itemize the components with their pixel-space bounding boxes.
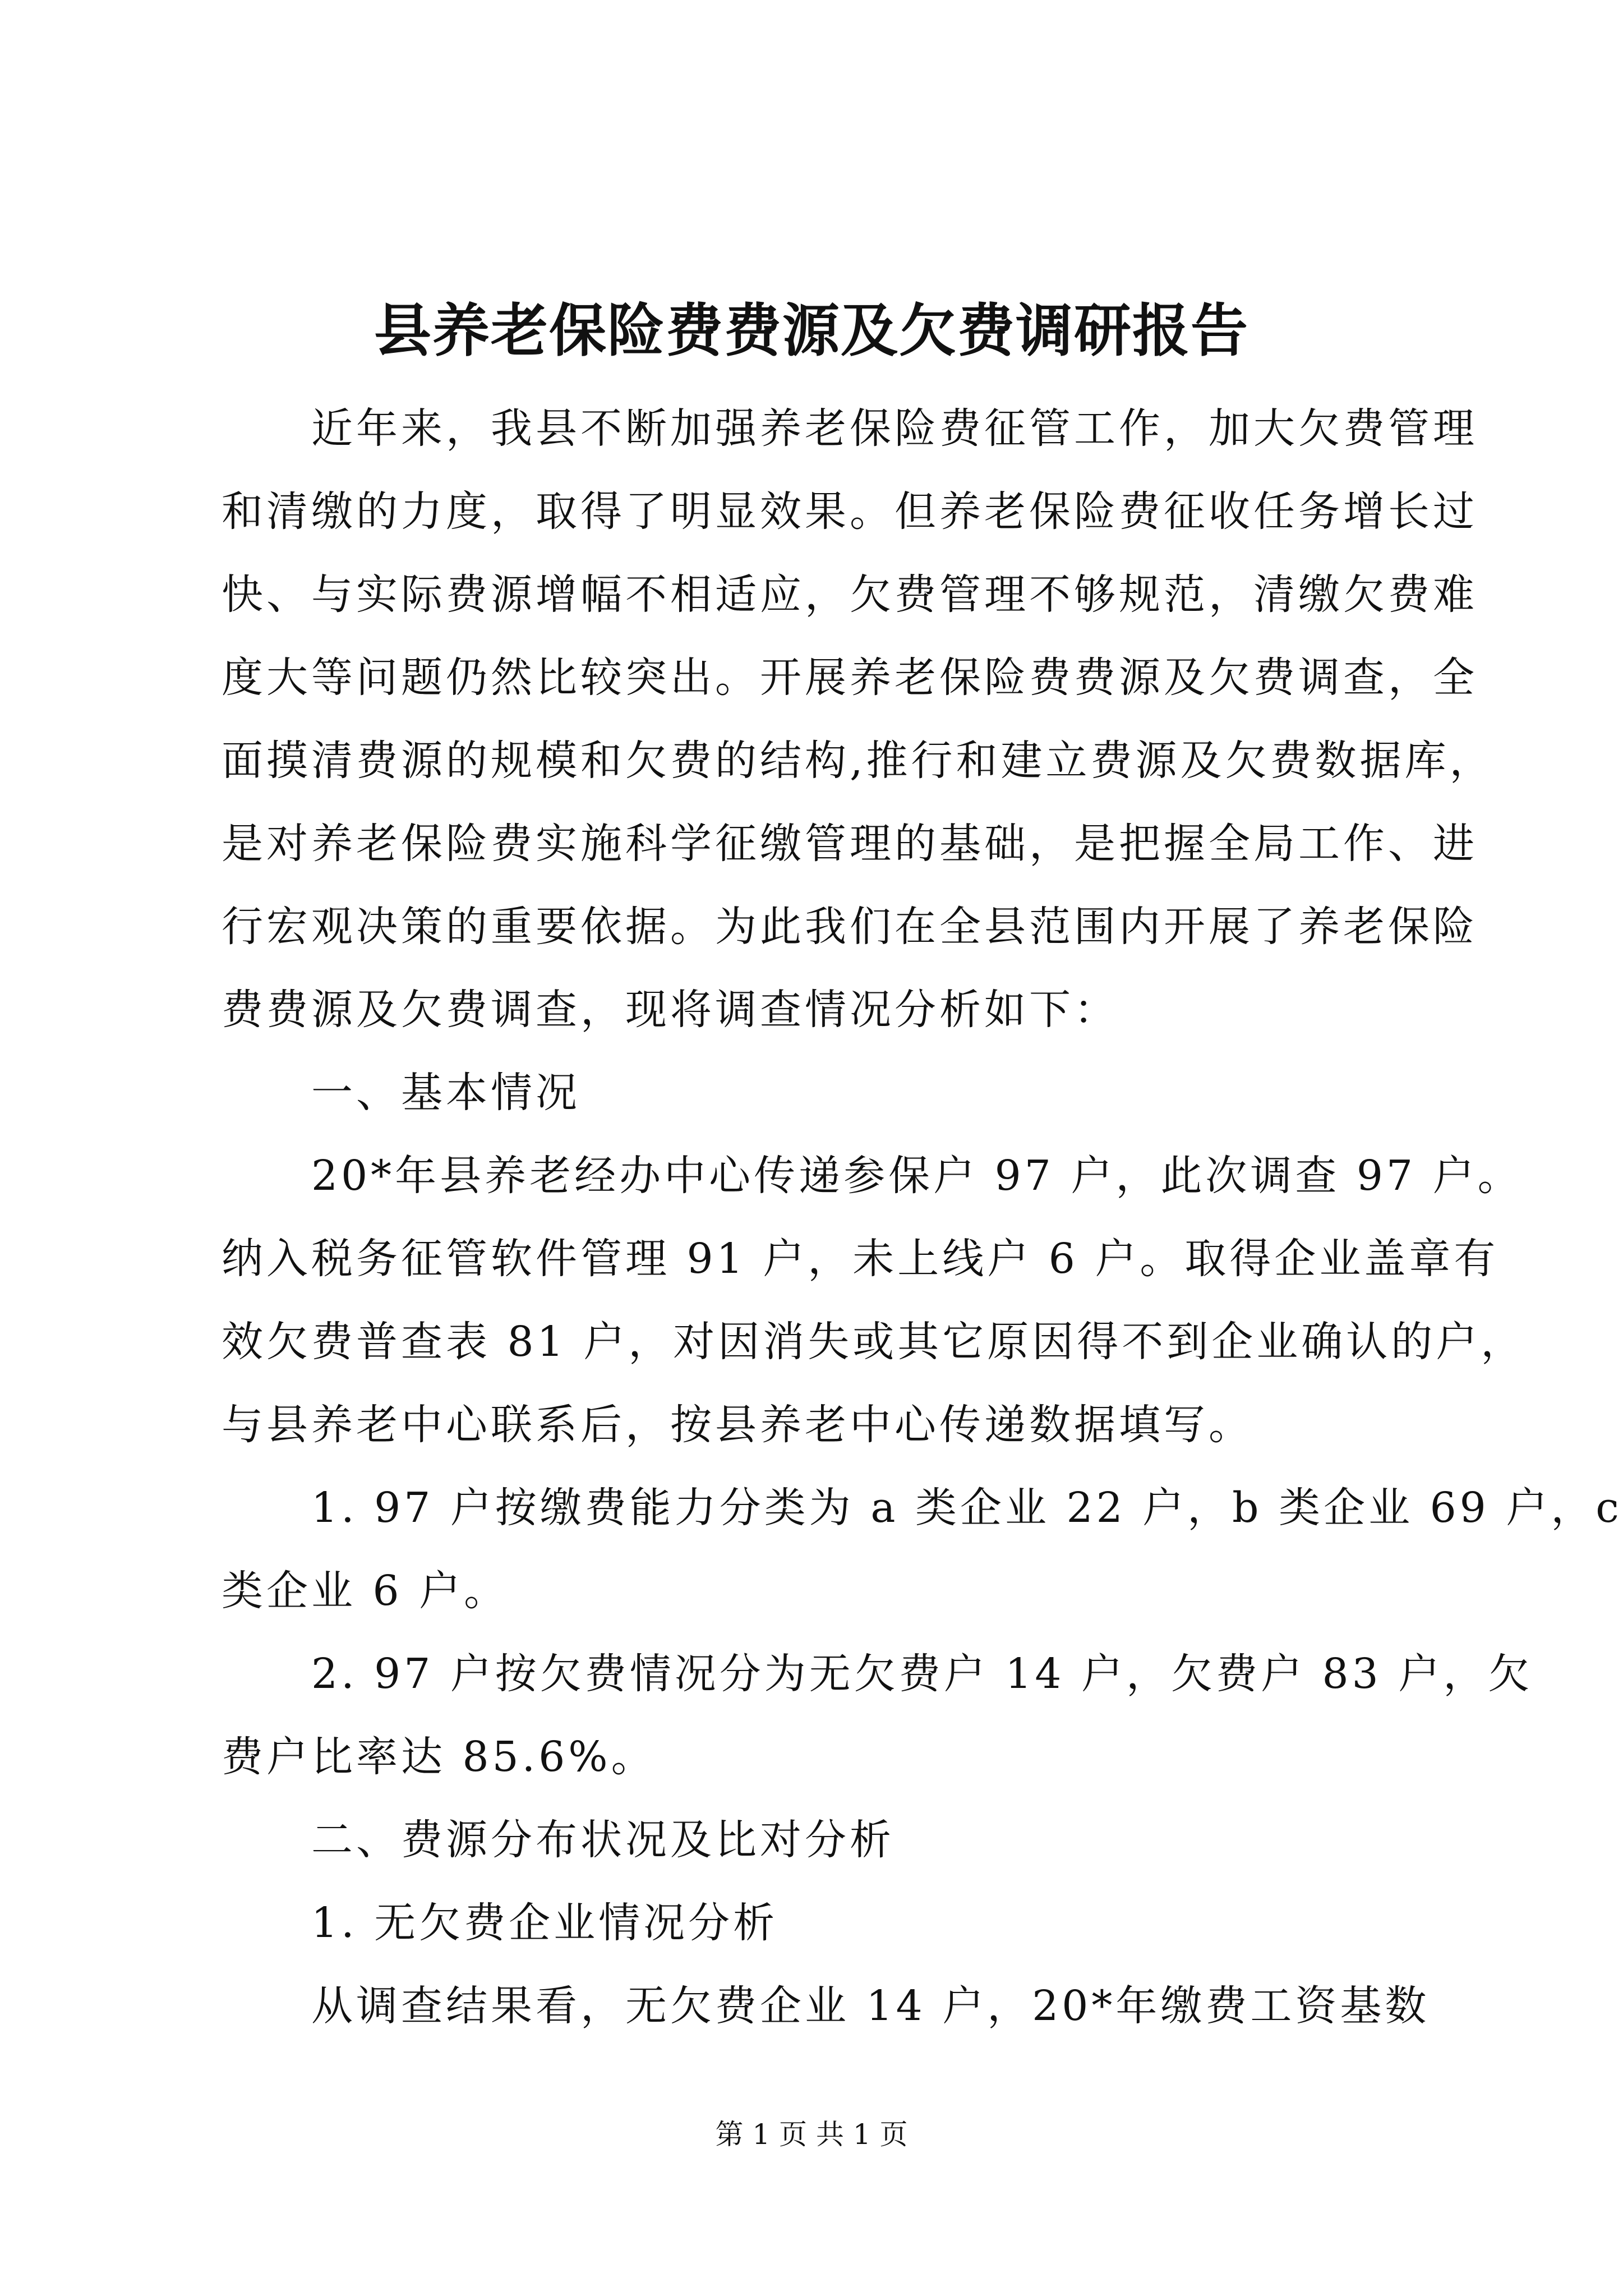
text-line: 20*年县养老经办中心传递参保户 97 户，此次调查 97 户。 xyxy=(222,1152,1523,1200)
text-line: 1. 97 户按缴费能力分类为 a 类企业 22 户，b 类企业 69 户，c xyxy=(222,1484,1622,1532)
page-footer: 第 1 页 共 1 页 xyxy=(715,2118,908,2151)
text-line: 2. 97 户按欠费情况分为无欠费户 14 户，欠费户 83 户，欠 xyxy=(222,1650,1533,1698)
text-line: 效欠费普查表 81 户，对因消失或其它原因得不到企业确认的户， xyxy=(222,1318,1526,1366)
section-heading-basic-info xyxy=(222,1051,1478,1134)
subsection-heading-no-arrears xyxy=(222,1881,1478,1964)
text-line: 快、与实际费源增幅不相适应，欠费管理不够规范，清缴欠费难 xyxy=(222,570,1478,619)
text-line: 行宏观决策的重要依据。为此我们在全县范围内开展了养老保险 xyxy=(222,903,1478,951)
heading-line: 一、基本情况 xyxy=(222,1069,580,1117)
text-line: 与县养老中心联系后，按县养老中心传递数据填写。 xyxy=(222,1401,1253,1449)
paragraph-basic-info xyxy=(222,1134,1526,1466)
heading-line: 二、费源分布状况及比对分析 xyxy=(222,1816,895,1864)
paragraph-intro xyxy=(222,387,1495,1051)
text-line: 费户比率达 85.6%。 xyxy=(222,1733,656,1781)
text-line: 面摸清费源的规模和欠费的结构,推行和建立费源及欠费数据库， xyxy=(222,737,1495,785)
paragraph-item-1 xyxy=(222,1466,1622,1632)
paragraph-no-arrears xyxy=(222,1964,1478,2047)
heading-line: 1. 无欠费企业情况分析 xyxy=(222,1899,778,1947)
text-line: 纳入税务征管软件管理 91 户，未上线户 6 户。取得企业盖章有 xyxy=(222,1235,1499,1283)
text-line: 从调查结果看，无欠费企业 14 户，20*年缴费工资基数 xyxy=(222,1982,1430,2030)
text-line: 近年来，我县不断加强养老保险费征管工作，加大欠费管理 xyxy=(222,404,1478,453)
text-line: 和清缴的力度，取得了明显效果。但养老保险费征收任务增长过 xyxy=(222,487,1478,536)
text-line: 费费源及欠费调查，现将调查情况分析如下： xyxy=(222,986,1119,1034)
document-body xyxy=(222,387,1622,2047)
paragraph-item-2 xyxy=(222,1632,1533,1798)
text-line: 度大等问题仍然比较突出。开展养老保险费费源及欠费调查，全 xyxy=(222,654,1478,702)
text-line: 类企业 6 户。 xyxy=(222,1567,509,1615)
section-heading-source-distribution xyxy=(222,1798,1478,1881)
text-line: 是对养老保险费实施科学征缴管理的基础，是把握全局工作、进 xyxy=(222,820,1478,868)
document-title: 县养老保险费费源及欠费调研报告 xyxy=(374,297,1249,365)
